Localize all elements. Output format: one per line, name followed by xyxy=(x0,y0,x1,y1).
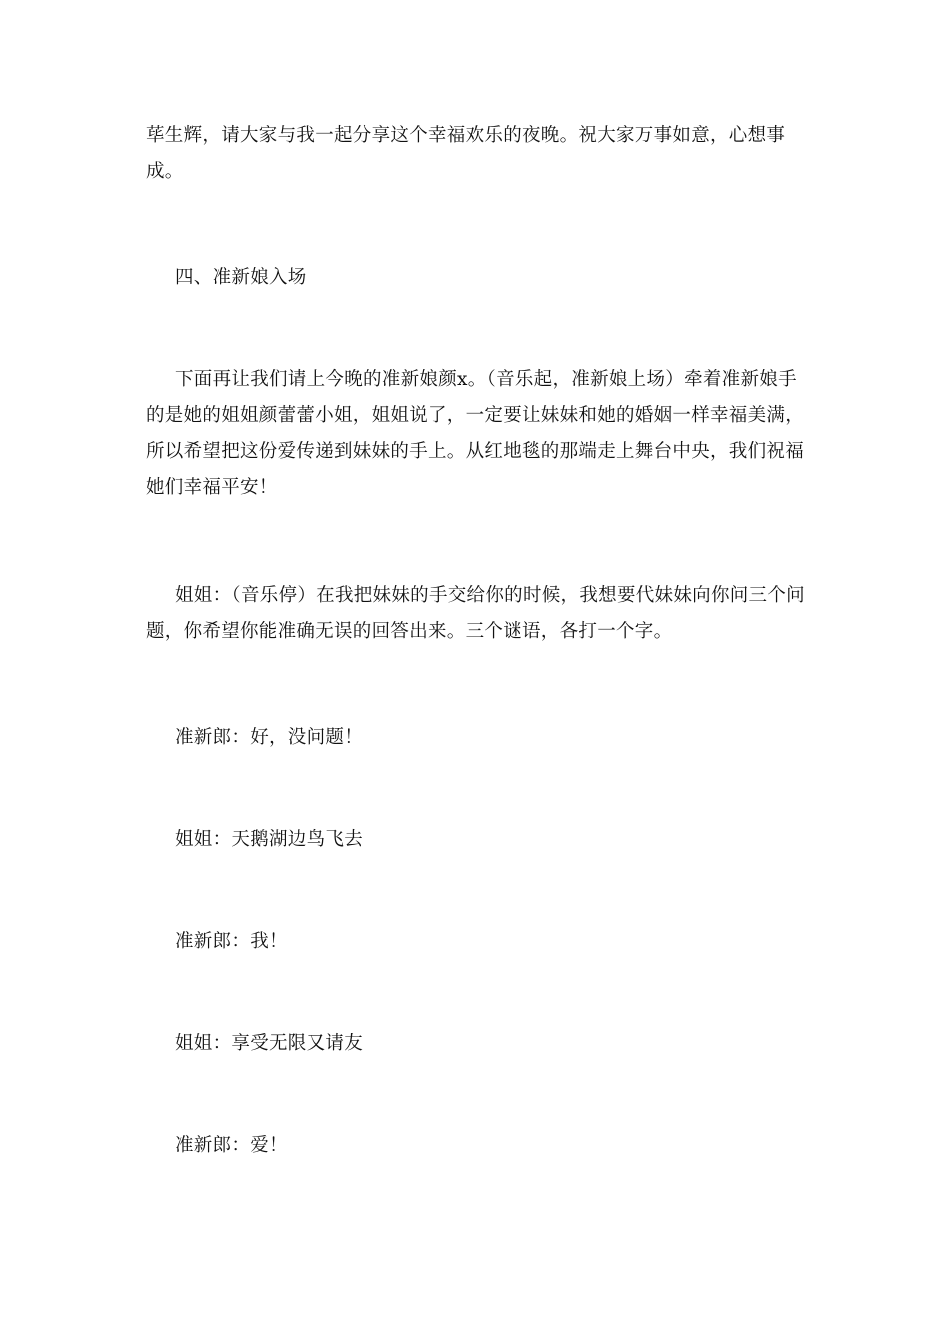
section-heading-bride-entrance: 四、准新娘入场 xyxy=(175,267,307,288)
dialogue-sister-riddle-two: 姐姐：享受无限又请友 xyxy=(175,1033,364,1054)
dialogue-groom-answer-two: 准新郎：爱！ xyxy=(175,1135,288,1156)
dialogue-sister-riddle-one: 姐姐：天鹅湖边鸟飞去 xyxy=(175,829,364,850)
paragraph-closing-wishes: 荜生辉，请大家与我一起分享这个幸福欢乐的夜晚。祝大家万事如意，心想事成。 xyxy=(146,125,786,182)
paragraph-sister-riddles: 姐姐：（音乐停）在我把妹妹的手交给你的时候，我想要代妹妹向你问三个问题，你希望你能准确无误的回答出来。三个谜语，各打一个字。 xyxy=(146,585,805,642)
dialogue-groom-agree: 准新郎：好，没问题！ xyxy=(175,727,364,748)
paragraph-bride-introduction: 下面再让我们请上今晚的准新娘颜x。（音乐起，准新娘上场）牵着准新娘手的是她的姐姐颜蕾蕾小姐，姐姐说了，一定要让妹妹和她的婚姻一样幸福美满，所以希望把这份爱传递到妹妹的手上。从红地毯的那端走上舞台中央，我们祝福她们幸福平安！ xyxy=(146,369,805,498)
dialogue-groom-answer-one: 准新郎：我！ xyxy=(175,931,288,952)
